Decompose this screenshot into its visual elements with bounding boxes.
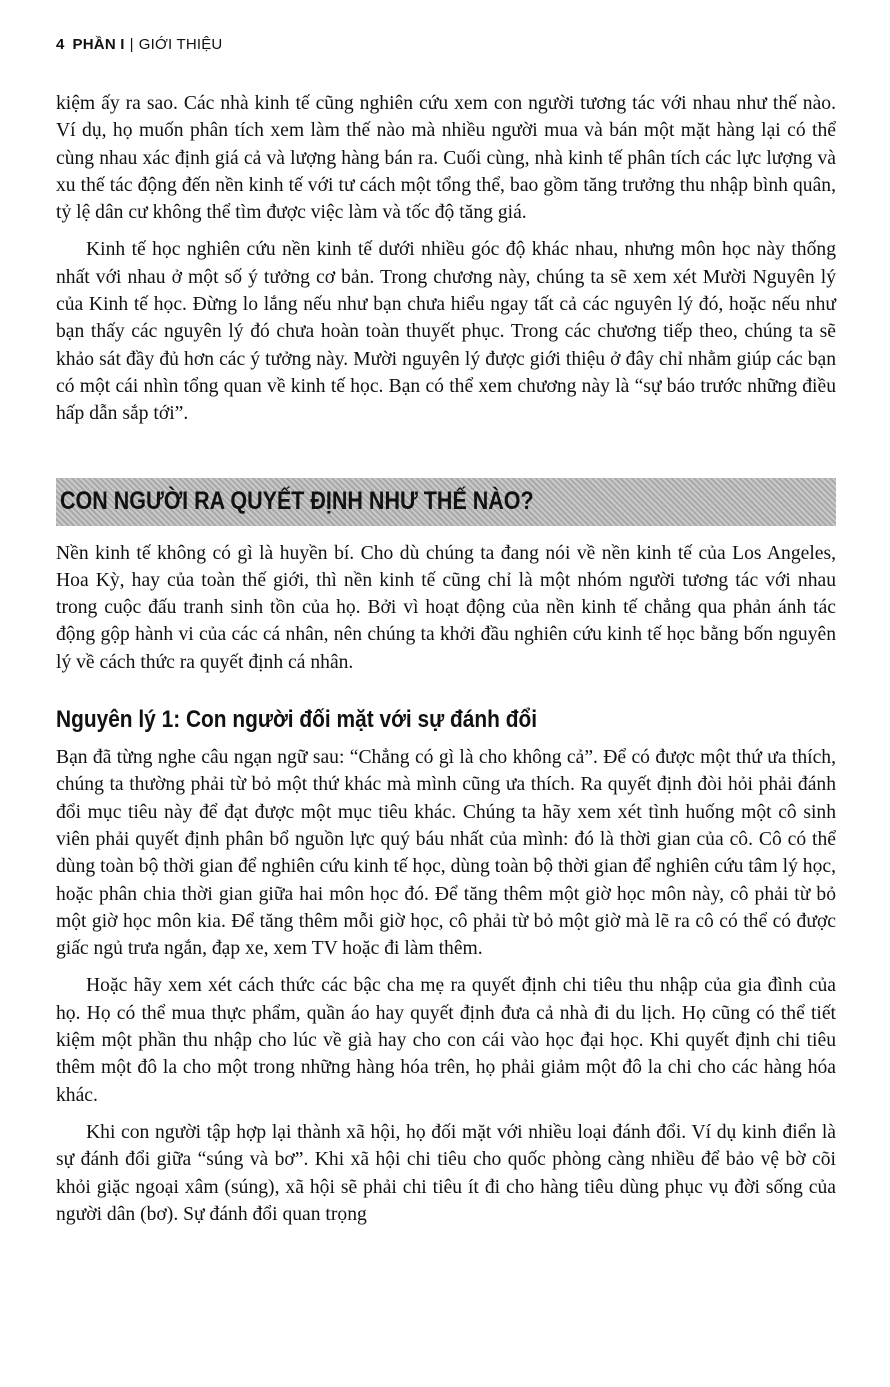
page-number: 4 bbox=[56, 36, 65, 53]
principle-title: Nguyên lý 1: Con người đối mặt với sự đánh đổi bbox=[56, 706, 538, 734]
principle-paragraph: Khi con người tập hợp lại thành xã hội, họ đối mặt với nhiều loại đánh đổi. Ví dụ kinh điển là sự đánh đổi giữa “súng và bơ”. Khi xã hội chi tiêu cho quốc phòng càng nhiều để bảo vệ bờ cõi khỏi giặc ngoại xâm (súng), xã hội sẽ phải chi tiêu ít đi cho hàng tiêu dùng phục vụ đời sống của người dân (bơ). Sự đánh đổi quan trọng bbox=[56, 1121, 836, 1225]
intro-paragraph: kiệm ấy ra sao. Các nhà kinh tế cũng nghiên cứu xem con người tương tác với nhau như thế nào. Ví dụ, họ muốn phân tích xem làm thế nào mà nhiều người mua và bán một mặt hàng lại có thể cùng nhau xác định giá cả và lượng hàng bán ra. Cuối cùng, nhà kinh tế phân tích các lực lượng và xu thế tác động đến nền kinh tế với tư cách một tổng thể, bao gồm tăng trưởng thu nhập bình quân, tỷ lệ dân cư không thể tìm được việc làm và tốc độ tăng giá. bbox=[56, 93, 836, 224]
intro-paragraph: Kinh tế học nghiên cứu nền kinh tế dưới nhiều góc độ khác nhau, nhưng môn học này thống nhất với nhau ở một số ý tưởng cơ bản. Trong chương này, chúng ta sẽ xem xét Mười Nguyên lý của Kinh tế học. Đừng lo lắng nếu như bạn chưa hiểu ngay tất cả các nguyên lý đó, hoặc nếu như bạn thấy các nguyên lý đó chưa hoàn toàn thuyết phục. Trong các chương tiếp theo, chúng ta sẽ khảo sát đầy đủ hơn các ý tưởng này. Mười nguyên lý được giới thiệu ở đây chỉ nhằm giúp các bạn có một cái nhìn tổng quan về kinh tế học. Bạn có thể xem chương này là “sự báo trước những điều hấp dẫn sắp tới”. bbox=[56, 239, 836, 425]
principle-paragraph: Hoặc hãy xem xét cách thức các bậc cha mẹ ra quyết định chi tiêu thu nhập của gia đình của họ. Họ có thể mua thực phẩm, quần áo hay quyết định đưa cả nhà đi du lịch. Họ cũng có thể tiết kiệm một phần thu nhập cho lúc về già hay cho con cái vào học đại học. Khi quyết định chi tiêu thêm một đô la cho một trong những hàng hóa trên, họ phải giảm một đô la chi cho các hàng hóa khác. bbox=[56, 975, 836, 1106]
section-heading-band bbox=[56, 478, 836, 526]
header-separator: | bbox=[129, 36, 134, 53]
principle-paragraph: Bạn đã từng nghe câu ngạn ngữ sau: “Chẳng có gì là cho không cả”. Để có được một thứ ưa thích, chúng ta thường phải từ bỏ một thứ khác mà mình cũng ưa thích. Ra quyết định đòi hỏi phải đánh đổi mục tiêu này để đạt được một mục tiêu khác. Chúng ta hãy xem xét tình huống một cô sinh viên phải quyết định phân bổ nguồn lực quý báu nhất của mình: đó là thời gian của cô. Cô có thể dùng toàn bộ thời gian để nghiên cứu kinh tế học, dùng toàn bộ thời gian để nghiên cứu tâm lý học, hoặc phân chia thời gian giữa hai môn học đó. Để tăng thêm một giờ học môn này, cô phải từ bỏ một giờ học môn kia. Để tăng thêm mỗi giờ học, cô phải từ bỏ một giờ mà lẽ ra cô có thể có được giấc ngủ trưa ngắn, đạp xe, xem TV hoặc đi làm thêm. bbox=[56, 747, 836, 960]
chapter-label: GIỚI THIỆU bbox=[138, 36, 223, 53]
running-header bbox=[56, 36, 222, 53]
part-label: PHẦN I bbox=[72, 36, 125, 53]
section-paragraph: Nền kinh tế không có gì là huyền bí. Cho dù chúng ta đang nói về nền kinh tế của Los Angeles, Hoa Kỳ, hay của toàn thế giới, thì nền kinh tế cũng chỉ là một nhóm người tương tác với nhau trong cuộc đấu tranh sinh tồn của họ. Bởi vì hoạt động của nền kinh tế chẳng qua phản ánh tác động gộp hành vi của các cá nhân, nên chúng ta khởi đầu nghiên cứu kinh tế học bằng bốn nguyên lý về cách thức ra quyết định cá nhân. bbox=[56, 542, 836, 673]
page-body bbox=[56, 90, 836, 1228]
section-title: CON NGƯỜI RA QUYẾT ĐỊNH NHƯ THẾ NÀO? bbox=[60, 487, 534, 516]
